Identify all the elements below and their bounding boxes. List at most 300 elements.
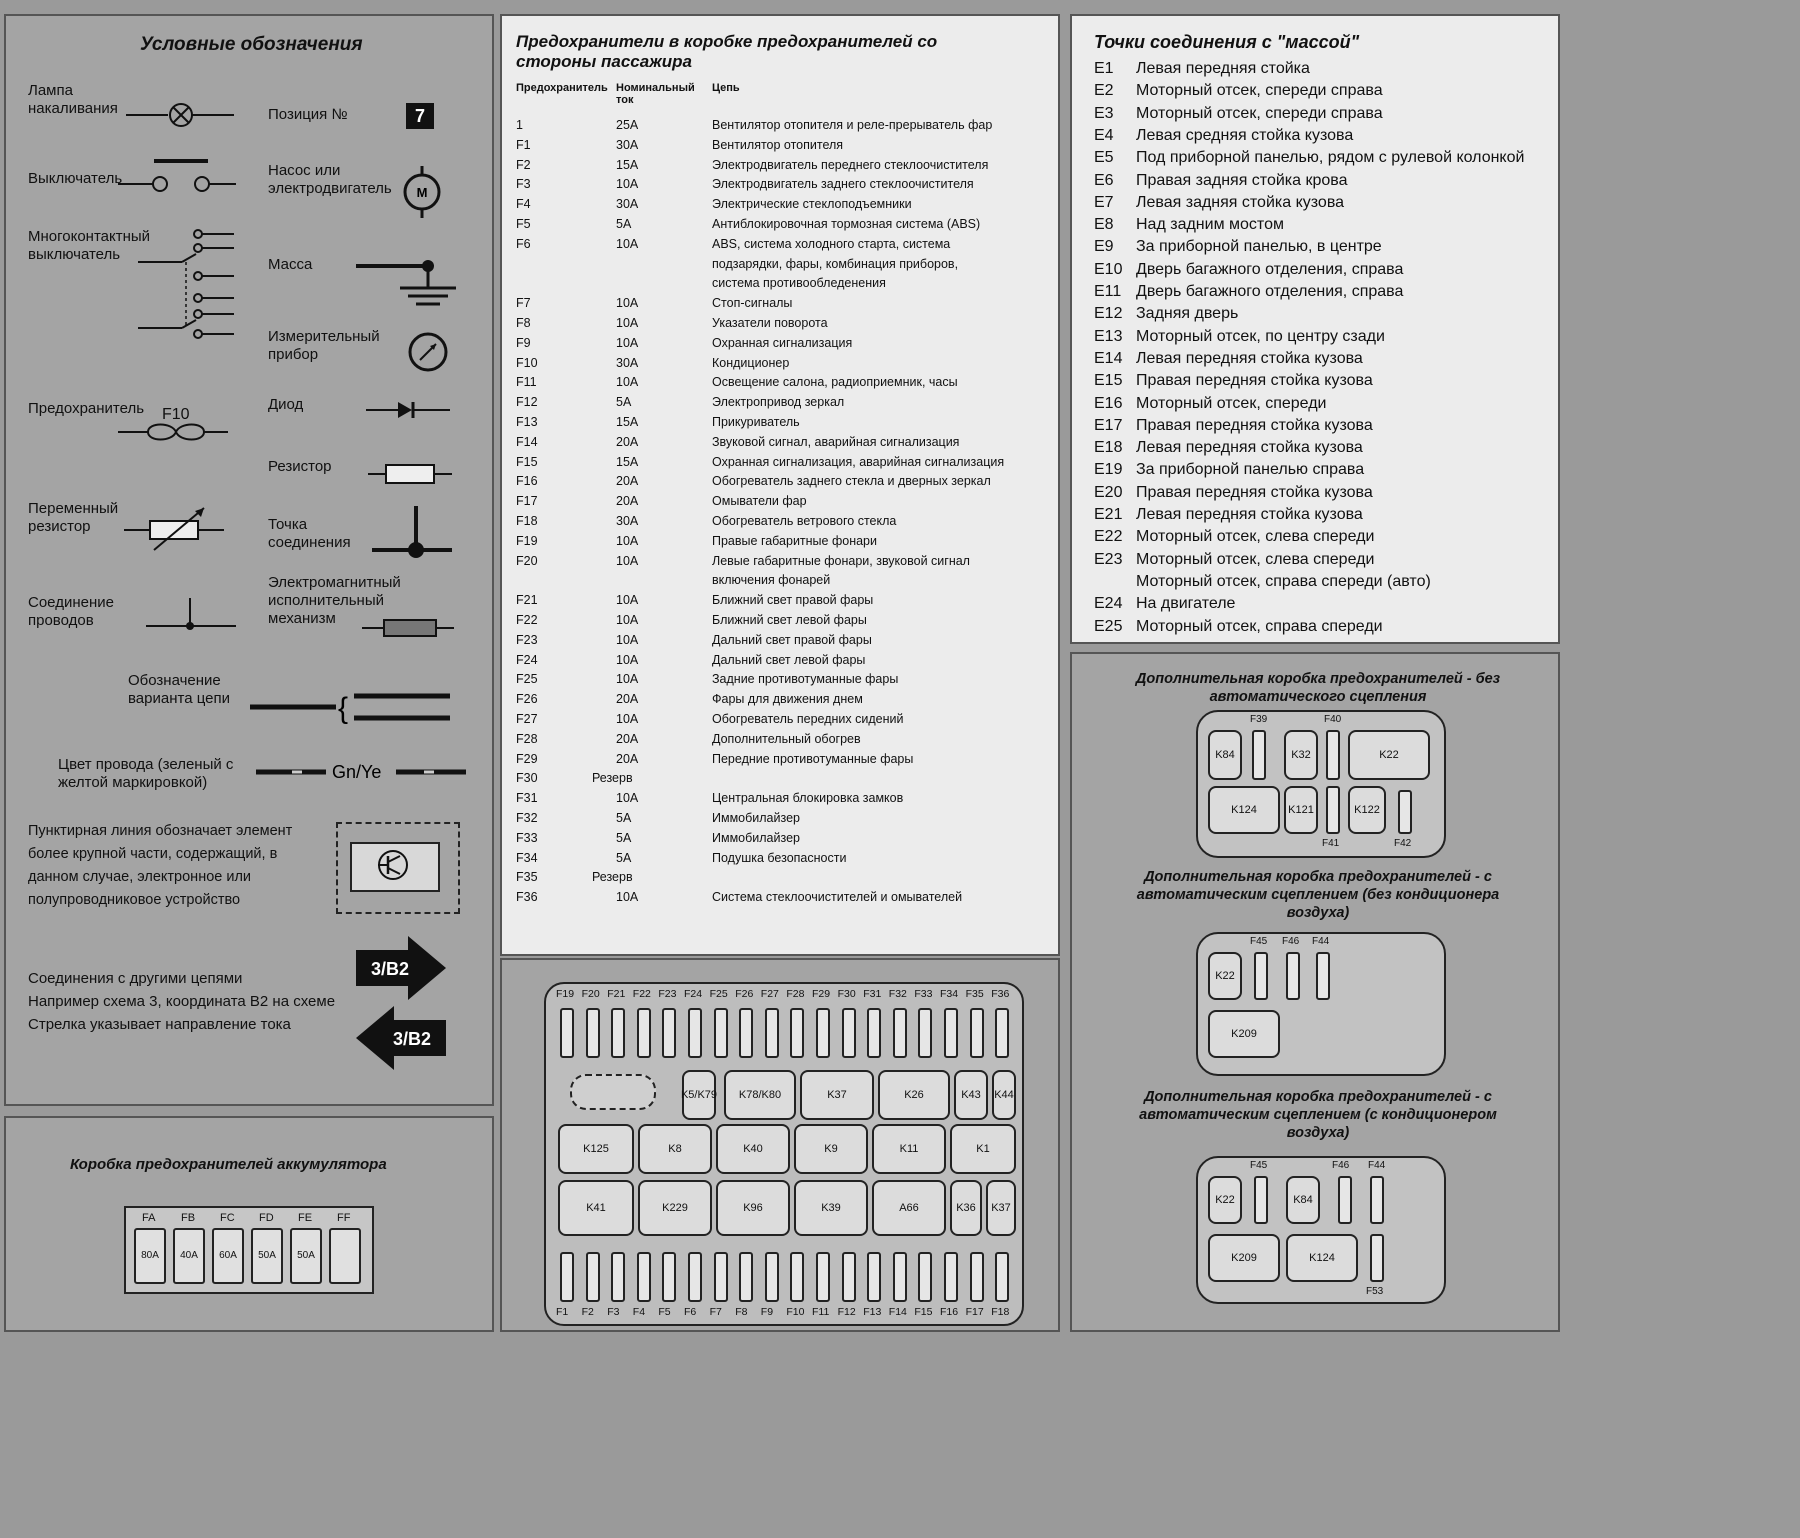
- fuse-symbol: [118, 420, 228, 444]
- fuse-slot-top: [611, 1008, 625, 1058]
- ground-desc: Левая задняя стойка кузова: [1136, 193, 1345, 211]
- table-row: [516, 573, 1056, 591]
- fuse-slot-top: [816, 1008, 830, 1058]
- fuse-slot-bottom: [739, 1252, 753, 1302]
- table-row: [516, 593, 1056, 611]
- fuse-top-label: F22: [632, 988, 651, 1000]
- battery-fuse: 80A: [134, 1228, 166, 1284]
- conn-line-1: Соединения с другими цепями: [28, 970, 243, 987]
- header-amp: Номинальный ток: [616, 82, 695, 106]
- cell-fuse: F29: [516, 751, 538, 766]
- ground-desc: Левая средняя стойка кузова: [1136, 126, 1354, 144]
- table-row: [516, 474, 1056, 492]
- arrow-right-icon: [356, 936, 446, 1000]
- svg-text:{: {: [338, 692, 349, 725]
- cell-amp: 10A: [616, 890, 639, 905]
- cell-amp: 10A: [616, 533, 639, 548]
- relay: K44: [992, 1070, 1016, 1120]
- fuse-label: Предохранитель: [28, 400, 145, 417]
- fuse-slot-bottom: [918, 1252, 932, 1302]
- table-row: [516, 237, 1056, 255]
- ground-code: E22: [1094, 528, 1123, 546]
- varres-symbol: [124, 502, 224, 554]
- relay: K11: [872, 1124, 946, 1174]
- table-row: [516, 771, 1056, 789]
- switch-symbol: [118, 156, 238, 196]
- fuse-bottom-label: F14: [888, 1306, 907, 1318]
- solenoid-label: Электромагнитный исполнительный механизм: [268, 574, 401, 627]
- cell-fuse: F15: [516, 454, 538, 469]
- passenger-table-body: [516, 118, 1056, 908]
- arrow-right-label: 3/B2: [370, 959, 410, 979]
- ground-code: E6: [1094, 171, 1114, 189]
- list-item: [1094, 60, 1554, 80]
- ground-desc: Моторный отсек, слева спереди: [1136, 550, 1375, 568]
- fuse-bottom-label: F8: [735, 1306, 748, 1318]
- list-item: [1094, 350, 1554, 370]
- table-row: [516, 158, 1056, 176]
- ground-code: E11: [1094, 283, 1122, 300]
- ground-desc: Дверь багажного отделения, справа: [1136, 283, 1404, 300]
- fuse-slot-bottom: [586, 1252, 600, 1302]
- table-row: [516, 851, 1056, 869]
- fuse-top-label: F26: [735, 988, 754, 1000]
- cell-circuit: Левые габаритные фонари, звуковой сигнал: [712, 553, 970, 568]
- header-fuse: Предохранитель: [516, 82, 608, 94]
- wire-color-label: Цвет провода (зеленый с желтой маркировкой): [58, 756, 234, 791]
- fuse-slot-bottom: [790, 1252, 804, 1302]
- ground-code: E1: [1094, 60, 1114, 77]
- fuse-bottom-label: F9: [760, 1306, 774, 1318]
- ground-code: E18: [1094, 439, 1123, 457]
- ground-desc: За приборной панелью, в центре: [1136, 238, 1382, 256]
- list-item: [1094, 172, 1554, 192]
- fuse-bottom-label: F15: [914, 1306, 933, 1318]
- fuse-slot-top: [893, 1008, 907, 1058]
- relay: K5/K79: [682, 1070, 716, 1120]
- legend-title: Условные обозначения: [140, 34, 363, 55]
- cell-amp: 10A: [616, 316, 639, 330]
- table-row: [516, 870, 1056, 888]
- ground-desc: Моторный отсек, по центру сзади: [1136, 327, 1385, 345]
- diode-symbol: [366, 398, 450, 422]
- cell-circuit: Кондиционер: [712, 355, 790, 370]
- cell-circuit: Обогреватель заднего стекла и дверных зеркал: [712, 474, 991, 489]
- wire-conn-symbol: [146, 598, 236, 638]
- fuse-slot-bottom: [944, 1252, 958, 1302]
- cell-circuit: Охранная сигнализация, аварийная сигнализация: [712, 454, 1005, 469]
- list-item: [1094, 595, 1554, 615]
- table-row: [516, 395, 1056, 413]
- battery-fuse-code: FD: [259, 1212, 274, 1224]
- cell-amp: 10A: [616, 791, 639, 806]
- cell-fuse: F10: [516, 355, 538, 370]
- ground-points-title: Точки соединения с "массой": [1094, 32, 1360, 52]
- relay-k84: K84: [1208, 730, 1242, 780]
- aux2-f45-label: F45: [1250, 936, 1268, 947]
- relay: A66: [872, 1180, 946, 1236]
- passenger-box-housing: [544, 982, 1024, 1326]
- table-row: [516, 296, 1056, 314]
- arrow-left-label: 3/B2: [392, 1029, 432, 1049]
- cell-amp: 10A: [616, 712, 639, 726]
- cell-fuse: F22: [516, 613, 538, 627]
- cell-circuit: Ближний свет левой фары: [712, 613, 867, 627]
- table-row: [516, 257, 1056, 275]
- cell-amp: 10A: [616, 593, 639, 608]
- cell-amp: 5A: [616, 395, 632, 410]
- fuse-bottom-label: F7: [709, 1306, 722, 1318]
- table-row: [516, 138, 1056, 156]
- ground-points-panel: [1070, 14, 1560, 644]
- fuse-top-label: F29: [812, 988, 831, 1000]
- cell-fuse: F12: [516, 395, 538, 410]
- cell-circuit: Стоп-сигналы: [712, 296, 793, 311]
- cell-fuse: F4: [516, 197, 531, 212]
- relay-k209-b3: K209: [1208, 1234, 1280, 1282]
- ground-code: E10: [1094, 260, 1123, 278]
- cell-circuit: Правые габаритные фонари: [712, 533, 877, 548]
- cell-fuse: F9: [516, 335, 531, 350]
- resistor-symbol: [368, 462, 452, 486]
- conn-line-2: Например схема 3, координата В2 на схеме: [28, 993, 336, 1010]
- aux3-f46-label: F46: [1332, 1160, 1350, 1171]
- cell-fuse: F32: [516, 811, 538, 825]
- fuse-top-label: F20: [581, 988, 600, 1000]
- aux-box1-housing: [1196, 710, 1446, 858]
- battery-fuse: 50A: [290, 1228, 322, 1284]
- cell-fuse: F33: [516, 830, 538, 845]
- relay-k22: K22: [1348, 730, 1430, 780]
- cell-circuit: Охранная сигнализация: [712, 335, 853, 350]
- fuse-slot-top: [918, 1008, 932, 1058]
- transistor-icon: [376, 848, 410, 882]
- cell-circuit: система противообледенения: [712, 276, 886, 291]
- cell-circuit: Вентилятор отопителя: [712, 137, 844, 152]
- aux3-f45-label: F45: [1250, 1160, 1268, 1171]
- cell-circuit: Дальний свет правой фары: [712, 632, 872, 647]
- meter-symbol: [406, 330, 450, 374]
- relay: K125: [558, 1124, 634, 1174]
- ground-code: E12: [1094, 305, 1123, 323]
- aux1-f42-label: F42: [1394, 838, 1412, 849]
- fuse-f45-b3: [1254, 1176, 1268, 1224]
- cell-circuit: Освещение салона, радиоприемник, часы: [712, 375, 958, 390]
- cell-circuit: Электродвигатель заднего стеклоочистителя: [712, 177, 974, 192]
- cell-circuit: Прикуриватель: [712, 415, 800, 429]
- fuse-top-label: F31: [863, 988, 882, 1000]
- cell-circuit: Ближний свет правой фары: [712, 593, 874, 608]
- aux-box3-title: Дополнительная коробка предохранителей - с автоматическим сцеплением (с кондиционером воздуха): [1139, 1089, 1497, 1141]
- cell-amp: 15A: [616, 157, 639, 172]
- cell-amp: 10A: [616, 652, 639, 667]
- list-item: [1094, 618, 1554, 638]
- fuse-slot-top: [637, 1008, 651, 1058]
- table-row: [516, 712, 1056, 730]
- varres-label: Переменный резистор: [28, 500, 119, 535]
- fuse-slot-bottom: [893, 1252, 907, 1302]
- fuse-top-label: F28: [786, 988, 805, 1000]
- relay: K37: [986, 1180, 1016, 1236]
- fuse-bottom-label: F10: [786, 1306, 805, 1318]
- fuse-bottom-label: F3: [607, 1306, 620, 1318]
- cell-amp: 20A: [616, 751, 639, 766]
- relay: K37: [800, 1070, 874, 1120]
- ground-desc: Моторный отсек, спереди справа: [1136, 82, 1383, 100]
- cell-fuse: F26: [516, 692, 538, 707]
- fuse-bottom-label: F5: [658, 1306, 671, 1318]
- fuse-slot-bottom: [637, 1252, 651, 1302]
- relay: K41: [558, 1180, 634, 1236]
- cell-circuit: включения фонарей: [712, 573, 831, 588]
- fuse-slot-top: [944, 1008, 958, 1058]
- ground-desc: Моторный отсек, справа спереди (авто): [1136, 572, 1431, 590]
- fuse-slot-bottom: [867, 1252, 881, 1302]
- cell-circuit: Иммобилайзер: [712, 811, 800, 825]
- relay: K43: [954, 1070, 988, 1120]
- cell-amp: 10A: [616, 296, 639, 311]
- ground-desc: Моторный отсек, спереди справа: [1136, 104, 1383, 122]
- ground-code: E16: [1094, 394, 1123, 412]
- cell-circuit: Система стеклоочистителей и омывателей: [712, 890, 963, 905]
- list-item: [1094, 328, 1554, 348]
- ground-desc: Моторный отсек, слева спереди: [1136, 528, 1375, 546]
- relay: K8: [638, 1124, 712, 1174]
- cell-circuit: Дополнительный обогрев: [712, 731, 861, 746]
- ground-code: E19: [1094, 461, 1123, 479]
- cell-fuse: F3: [516, 177, 531, 192]
- fuse-f40: [1326, 730, 1340, 780]
- table-row: [516, 435, 1056, 453]
- cell-circuit: Дальний свет левой фары: [712, 652, 866, 667]
- fuse-slot-bottom: [662, 1252, 676, 1302]
- cell-fuse: F17: [516, 494, 538, 509]
- multiswitch-label: Многоконтактный выключатель: [28, 228, 151, 263]
- fuse-slot-top: [688, 1008, 702, 1058]
- passenger-table-title: Предохранители в коробке предохранителей со стороны пассажира: [516, 32, 938, 71]
- cell-fuse: F31: [516, 791, 538, 806]
- fuse-bottom-label: F17: [965, 1306, 984, 1318]
- ground-desc: Правая передняя стойка кузова: [1136, 483, 1373, 501]
- fuse-f42: [1398, 790, 1412, 834]
- ground-desc: Задняя дверь: [1136, 305, 1239, 323]
- list-item: [1094, 283, 1554, 303]
- table-row: [516, 118, 1056, 136]
- ground-desc: За приборной панелью справа: [1136, 461, 1365, 479]
- table-row: [516, 415, 1056, 433]
- fuse-f46-b2: [1286, 952, 1300, 1000]
- arrow-left-icon: [356, 1006, 446, 1070]
- cell-circuit: Передние противотуманные фары: [712, 751, 914, 766]
- aux2-f44-label: F44: [1312, 936, 1330, 947]
- cell-amp: 5A: [616, 830, 632, 845]
- list-item: [1094, 417, 1554, 437]
- battery-fuse-housing: [124, 1206, 374, 1294]
- list-item: [1094, 551, 1554, 571]
- relay: K36: [950, 1180, 982, 1236]
- cell-fuse: F8: [516, 316, 531, 330]
- fuse-slot-bottom: [995, 1252, 1009, 1302]
- ground-code: E5: [1094, 149, 1114, 167]
- fuse-f53-b3: [1370, 1234, 1384, 1282]
- cell-amp: 30A: [616, 514, 639, 528]
- fuse-slot-top: [586, 1008, 600, 1058]
- fuse-bottom-label: F2: [581, 1306, 594, 1318]
- aux-boxes-panel: [1070, 652, 1560, 1332]
- cell-fuse: F14: [516, 434, 538, 449]
- list-item: [1094, 127, 1554, 147]
- passenger-table-headers: [516, 82, 1056, 112]
- header-circuit: Цепь: [712, 82, 740, 94]
- ground-desc: Дверь багажного отделения, справа: [1136, 260, 1404, 278]
- fuse-bottom-label: F13: [863, 1306, 882, 1318]
- lamp-label: Лампа накаливания: [28, 82, 118, 117]
- fuse-slot-top: [842, 1008, 856, 1058]
- ground-code: E14: [1094, 349, 1123, 367]
- list-item: [1094, 261, 1554, 281]
- table-row: [516, 890, 1056, 908]
- ground-code: E25: [1094, 617, 1123, 635]
- cell-fuse: F30: [516, 771, 538, 786]
- cell-fuse: F11: [516, 375, 537, 390]
- wire-conn-label: Соединение проводов: [28, 594, 114, 629]
- cell-amp: 20A: [616, 494, 639, 509]
- cell-amp: 10A: [616, 177, 639, 192]
- fuse-top-label: F27: [760, 988, 779, 1000]
- wire-color-symbol: [256, 758, 466, 794]
- cell-amp: 25A: [616, 118, 639, 132]
- cell-amp: 10A: [616, 613, 639, 627]
- meter-label: Измерительный прибор: [268, 328, 380, 363]
- cell-amp: 10A: [616, 672, 639, 687]
- ground-code: E17: [1094, 416, 1123, 434]
- fuse-top-label: F32: [888, 988, 907, 1000]
- battery-fuse-code: FA: [142, 1212, 156, 1224]
- relay-k84-b3: K84: [1286, 1176, 1320, 1224]
- cell-fuse: F13: [516, 415, 538, 429]
- list-item: [1094, 82, 1554, 102]
- resistor-label: Резистор: [268, 458, 332, 475]
- dashed-box: [336, 822, 460, 914]
- table-row: [516, 356, 1056, 374]
- cell-fuse: F2: [516, 157, 531, 172]
- cell-circuit: Центральная блокировка замков: [712, 791, 904, 806]
- cell-amp: 10A: [616, 335, 639, 350]
- fuse-slot-top: [970, 1008, 984, 1058]
- cell-amp: 10A: [616, 375, 639, 390]
- ground-points-list: [1094, 60, 1554, 640]
- fuse-top-label: F30: [837, 988, 856, 1000]
- table-row: [516, 653, 1056, 671]
- table-row: [516, 197, 1056, 215]
- fuse-slot-bottom: [765, 1252, 779, 1302]
- fuse-slot-top: [560, 1008, 574, 1058]
- fuse-slot-bottom: [714, 1252, 728, 1302]
- fuse-bottom-label: F1: [556, 1306, 569, 1318]
- ground-desc: Под приборной панелью, рядом с рулевой колонкой: [1136, 149, 1525, 167]
- list-item: [1094, 461, 1554, 481]
- fuse-top-label: F35: [965, 988, 984, 1000]
- list-item: [1094, 238, 1554, 258]
- relay-k122: K122: [1348, 786, 1386, 834]
- table-row: [516, 217, 1056, 235]
- legend-panel: [4, 14, 494, 1106]
- ground-code: E21: [1094, 506, 1123, 523]
- fuse-slot-bottom: [970, 1252, 984, 1302]
- battery-fuse-code: FC: [220, 1212, 235, 1224]
- ground-desc: Правая передняя стойка кузова: [1136, 416, 1373, 434]
- relay: K40: [716, 1124, 790, 1174]
- table-row: [516, 692, 1056, 710]
- cell-circuit: Обогреватель ветрового стекла: [712, 514, 897, 528]
- motor-symbol: [402, 166, 442, 218]
- fuse-slot-bottom: [688, 1252, 702, 1302]
- cell-circuit: Вентилятор отопителя и реле-прерыватель фар: [712, 118, 993, 132]
- fuse-bottom-label: F16: [940, 1306, 959, 1318]
- fuse-top-label: F24: [684, 988, 703, 1000]
- aux-box1-title: Дополнительная коробка предохранителей - без автоматического сцепления: [1135, 671, 1501, 705]
- cell-circuit: Электрические стеклоподъемники: [712, 197, 912, 212]
- cell-circuit: Указатели поворота: [712, 316, 828, 330]
- switch-label: Выключатель: [28, 170, 123, 187]
- list-item: [1094, 484, 1554, 504]
- relay: K26: [878, 1070, 950, 1120]
- junction-label: Точка соединения: [268, 516, 351, 551]
- fuse-slot-top: [739, 1008, 753, 1058]
- table-row: [516, 375, 1056, 393]
- fuse-top-label: F23: [658, 988, 677, 1000]
- battery-fuse-code: FE: [298, 1212, 313, 1224]
- ground-code: E7: [1094, 193, 1114, 211]
- relay-k124-b3: K124: [1286, 1234, 1358, 1282]
- ground-code: E4: [1094, 126, 1114, 144]
- aux-box2-housing: [1196, 932, 1446, 1076]
- ground-code: E20: [1094, 483, 1123, 501]
- cell-circuit: Задние противотуманные фары: [712, 672, 899, 687]
- fuse-bottom-label: F18: [991, 1306, 1010, 1318]
- table-row: [516, 752, 1056, 770]
- fuse-top-label: F21: [607, 988, 626, 1000]
- list-item: [1094, 194, 1554, 214]
- cell-fuse: F19: [516, 533, 538, 548]
- list-item: [1094, 528, 1554, 548]
- cell-fuse: F5: [516, 217, 531, 231]
- table-row: [516, 276, 1056, 294]
- fuse-bottom-label: F6: [684, 1306, 697, 1318]
- cell-fuse: F24: [516, 652, 538, 667]
- cell-amp: 10A: [616, 236, 639, 251]
- battery-box-panel: [4, 1116, 494, 1332]
- ground-code: E3: [1094, 104, 1114, 122]
- cell-circuit: Электродвигатель переднего стеклоочистителя: [712, 157, 989, 172]
- cell-circuit: подзарядки, фары, комбинация приборов,: [712, 256, 959, 271]
- cell-amp: 15A: [616, 454, 639, 469]
- fuse-code: F10: [162, 406, 190, 423]
- cell-circuit: Электропривод зеркал: [712, 395, 845, 410]
- fuse-bottom-label: F11: [812, 1306, 830, 1318]
- relay-k22-b2: K22: [1208, 952, 1242, 1000]
- fuse-bottom-label: F4: [632, 1306, 646, 1318]
- cell-amp: 5A: [616, 850, 632, 865]
- aux-box2-title: Дополнительная коробка предохранителей - с автоматическим сцеплением (без кондиционера воздуха): [1136, 869, 1500, 921]
- relay: K78/K80: [724, 1070, 796, 1120]
- cell-amp: 20A: [616, 731, 639, 746]
- fuse-slot-bottom: [842, 1252, 856, 1302]
- cell-circuit: Фары для движения днем: [712, 692, 863, 707]
- fuse-top-label: F34: [940, 988, 959, 1000]
- table-row: [516, 613, 1056, 631]
- relay: K1: [950, 1124, 1016, 1174]
